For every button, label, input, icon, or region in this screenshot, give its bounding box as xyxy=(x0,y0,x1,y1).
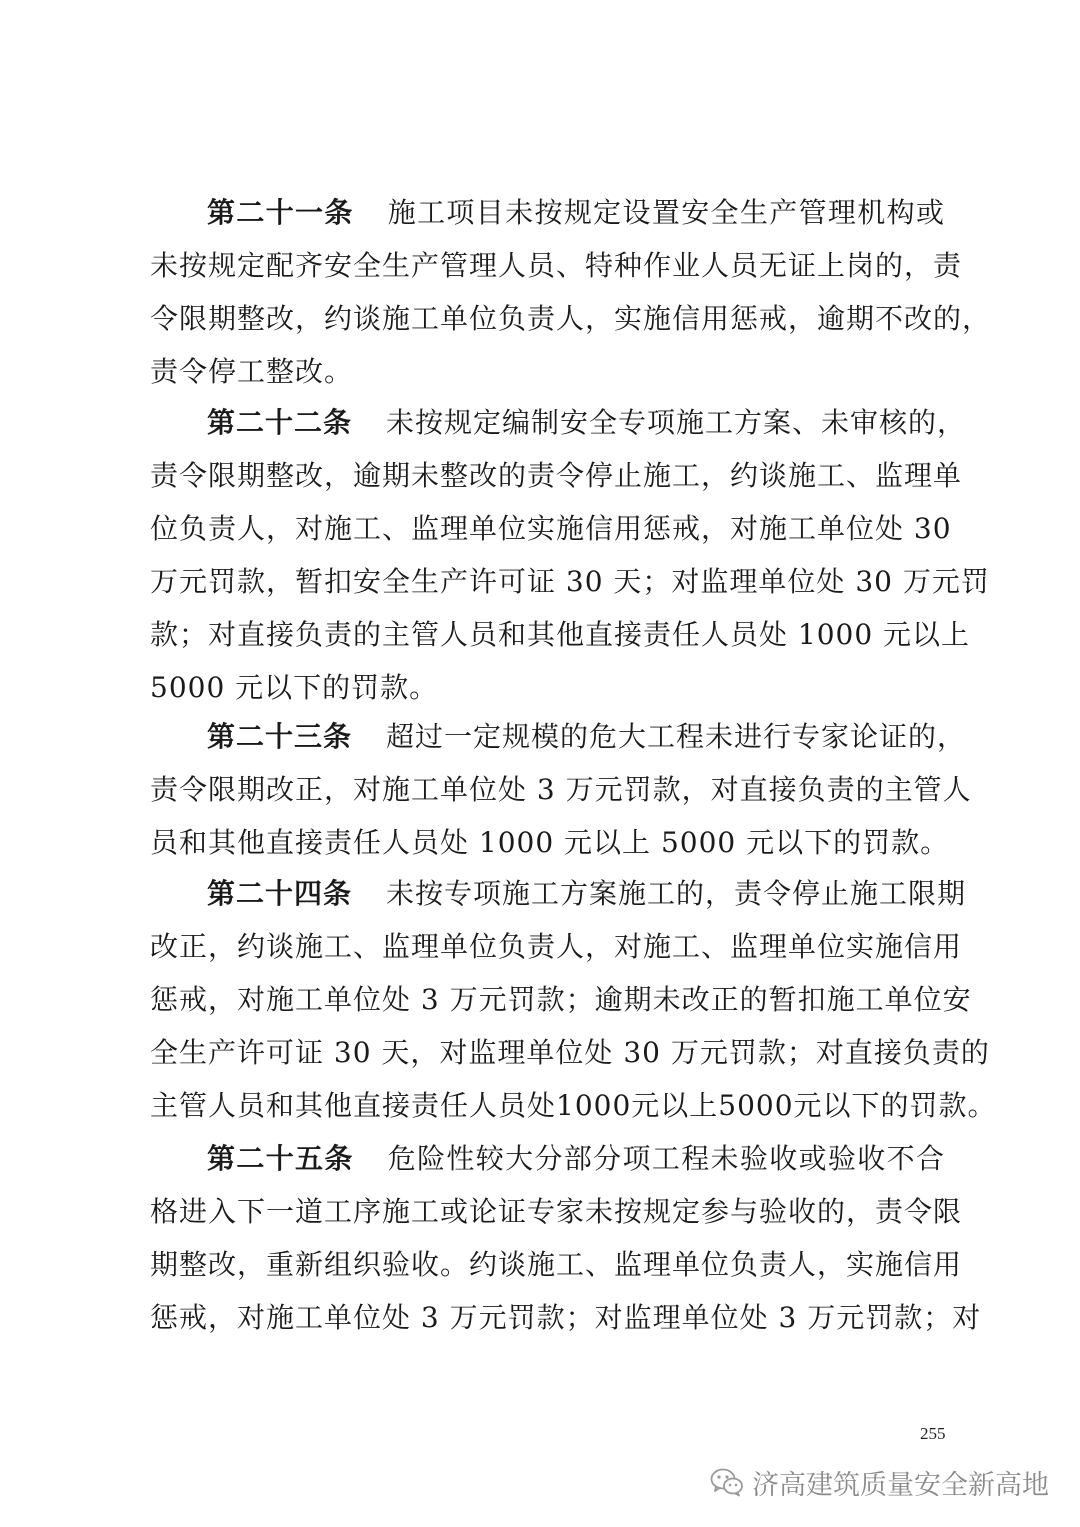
article-line: 责令限期改正，对施工单位处 3 万元罚款，对直接负责的主管人 xyxy=(150,773,972,806)
article-line: 令限期整改，约谈施工单位负责人，实施信用惩戒，逾期不改的， xyxy=(150,302,992,335)
article-line: 未按规定配齐安全生产管理人员、特种作业人员无证上岗的，责 xyxy=(150,249,963,282)
article-first-line: 第二十二条 未按规定编制安全专项施工方案、未审核的， xyxy=(207,406,967,439)
article-line: 主管人员和其他直接责任人员处1000元以上5000元以下的罚款。 xyxy=(150,1089,997,1122)
article-title: 第二十二条 xyxy=(207,406,353,439)
watermark xyxy=(710,1462,1049,1502)
article-line: 格进入下一道工序施工或论证专家未按规定参与验收的，责令限 xyxy=(150,1195,963,1228)
article-first-line: 第二十五条 危险性较大分部分项工程未验收或验收不合 xyxy=(207,1142,945,1175)
article-title: 第二十五条 xyxy=(207,1142,354,1175)
page-number: 255 xyxy=(920,1424,946,1443)
article-line: 责令停工整改。 xyxy=(150,355,354,388)
article-first-line: 第二十一条 施工项目未按规定设置安全生产管理机构或 xyxy=(207,196,945,229)
article-line: 责令限期整改，逾期未整改的责令停止施工，约谈施工、监理单 xyxy=(150,459,963,492)
wechat-icon xyxy=(710,1467,744,1497)
article-line: 位负责人，对施工、监理单位实施信用惩戒，对施工单位处 30 xyxy=(150,512,952,545)
article-line: 款；对直接负责的主管人员和其他直接责任人员处 1000 元以上 xyxy=(150,618,971,651)
article-line: 万元罚款，暂扣安全生产许可证 30 天；对监理单位处 30 万元罚 xyxy=(150,565,990,598)
article-line: 惩戒，对施工单位处 3 万元罚款；逾期未改正的暂扣施工单位安 xyxy=(150,983,972,1016)
article-first-line: 第二十四条 未按专项施工方案施工的，责令停止施工限期 xyxy=(207,877,967,910)
article-line: 改正，约谈施工、监理单位负责人，对施工、监理单位实施信用 xyxy=(150,930,963,963)
article-line: 惩戒，对施工单位处 3 万元罚款；对监理单位处 3 万元罚款；对 xyxy=(150,1301,982,1334)
article-line: 期整改，重新组织验收。约谈施工、监理单位负责人，实施信用 xyxy=(150,1248,963,1281)
article-line: 全生产许可证 30 天，对监理单位处 30 万元罚款；对直接负责的 xyxy=(150,1036,990,1069)
article-title: 第二十四条 xyxy=(207,877,353,910)
article-title: 第二十三条 xyxy=(207,720,353,753)
article-first-line: 第二十三条 超过一定规模的危大工程未进行专家论证的， xyxy=(207,720,967,753)
article-line: 5000 元以下的罚款。 xyxy=(150,671,439,704)
article-title: 第二十一条 xyxy=(207,196,354,229)
watermark-text: 济高建筑质量安全新高地 xyxy=(752,1469,1049,1501)
article-line: 员和其他直接责任人员处 1000 元以上 5000 元以下的罚款。 xyxy=(150,826,950,859)
